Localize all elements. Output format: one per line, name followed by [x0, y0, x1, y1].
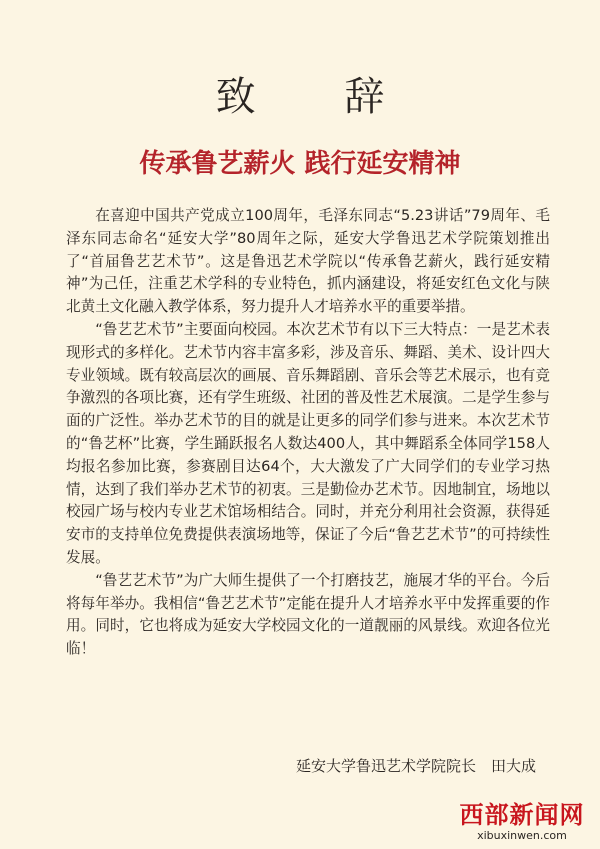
signature: 延安大学鲁迅艺术学院院长 田大成: [295, 757, 536, 775]
watermark-url: xibuxinwen.com: [477, 829, 567, 842]
letter-subtitle: 传承鲁艺薪火 践行延安精神: [139, 149, 461, 179]
watermark-logo-text: 西部新闻网: [459, 801, 585, 829]
body-paragraph: “鲁艺艺术节”主要面向校园。本次艺术节有以下三大特点：一是艺术表现形式的多样化。艺术节内容丰富多彩，涉及音乐、舞蹈、美术、设计四大专业领域。既有较高层次的画展、音乐舞蹈剧、音乐会等艺术展示，也有竞争激烈的各项比赛，还有学生班级、社团的普及性艺术展演。二是学生参与面的广泛性。举办艺术节的目的就是让更多的同学们参与进来。本次艺术节的“鲁艺杯”比赛，学生踊跃报名人数达400人，其中舞蹈系全体同学158人均报名参加比赛，参赛剧目达64个，大大激发了广大同学们的专业学习热情，达到了我们举办艺术节的初衷。三是勤俭办艺术节。因地制宜，场地以校园广场与校内专业艺术馆场相结合。同时，并充分利用社会资源，获得延安市的支持单位免费提供表演场地等，保证了今后“鲁艺艺术节”的可持续性发展。: [66, 320, 550, 566]
page-title: 致 辞: [215, 74, 423, 120]
site-watermark: [452, 801, 592, 843]
body-paragraph: “鲁艺艺术节”为广大师生提供了一个打磨技艺，施展才华的平台。今后将每年举办。我相信“鲁艺艺术节”定能在提升人才培养水平中发挥重要的作用。同时，它也将成为延安大学校园文化的一道靓丽的风景线。欢迎各位光临！: [66, 571, 550, 658]
letter-body: [66, 205, 550, 661]
body-paragraph: 在喜迎中国共产党成立100周年，毛泽东同志“5.23讲话”79周年、毛泽东同志命名“延安大学”80周年之际，延安大学鲁迅艺术学院策划推出了“首届鲁艺艺术节”。这是鲁迅艺术学院以“传承鲁艺薪火，践行延安精神”为己任，注重艺术学科的专业特色，抓内涵建设，将延安红色文化与陕北黄土文化融入教学体系，努力提升人才培养水平的重要举措。: [66, 207, 550, 316]
